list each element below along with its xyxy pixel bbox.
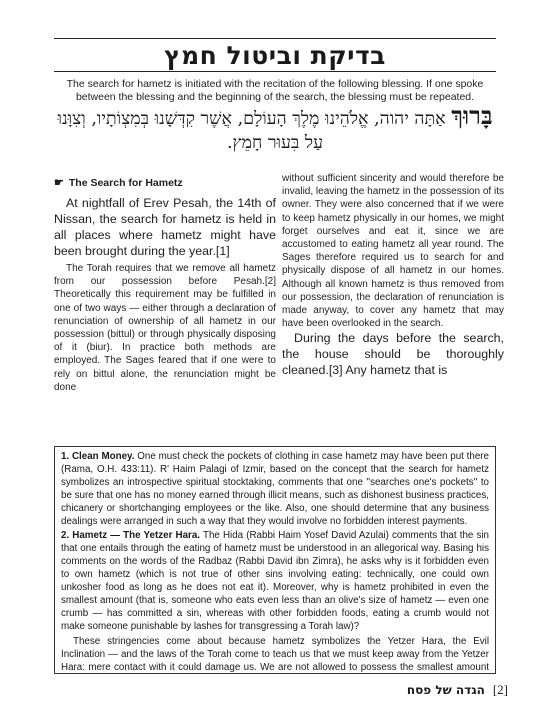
section-heading-label: The Search for Hametz — [68, 176, 183, 189]
note-2-text: The Hida (Rabbi Haim Yosef David Azulai) comments that the sin that one entails through the eating of hametz must be understood in an allegorical way. Basing his comments on the words of the Radbaz (Rabbi David ibn Zimra), he asks why is it forbidden even to own hametz (which is not true of other sins involving eating: technically, one could own unkosher food as long as he does not eat it). Moreover, why is hametz prohibited in even the smallest amount (that is, someone who eats even less than an olive's size of hametz — even one crumb — has committed a sin, whereas with other forbidden foods, eating a crumb would not make someone punishable by lashes for transgressing a Torah law)? — [61, 530, 489, 632]
section-paragraph-2: The Torah requires that we remove all hametz from our possession before Pesah.[2] Theoretically this requirement may be fulfilled in one of two ways — either through a declaration of renunciation of ownership of all hametz in our possession (bittul) or through physically disposing of it (biur). In practice both methods are employed. The Sages feared that if one were to rely on bittul alone, the renunciation might be done — [54, 263, 276, 393]
page-footer — [407, 682, 508, 698]
section-paragraph-3: without sufficient sincerity and would therefore be invalid, leaving the hametz in the possession of its owner. They were also concerned that if we were to keep hametz physically in our homes, we might forget ourselves and eat it, since we are accustomed to eating hametz all year round. The Sages therefore required us to search for and physically dispose of all hametz in our homes. Although all known hametz is thus removed from our possession, the declaration of renunciation is made anyway, to cover any hametz that may have been overlooked in the search. — [282, 173, 504, 330]
section-paragraph-4: During the days before the search, the house should be thoroughly cleaned.[3] Any hametz that is — [282, 331, 504, 378]
section-heading — [54, 176, 276, 189]
blessing-rest: אַתָּה יהוה, אֱלֹהֵינוּ מֶלֶךְ הָעוֹלָם, אֲשֶׁר קִדְּשָׁנוּ בְּמִצְוֹתָיו, וְצִוָּנוּ עַל בִּעוּר חָמֵץ. — [57, 109, 446, 153]
running-head: הגדה של פסח — [406, 683, 485, 697]
right-column — [282, 172, 504, 381]
blessing-text — [54, 101, 496, 155]
note-2 — [61, 530, 489, 633]
intro-text: The search for hametz is initiated with the recitation of the following blessing. If one spoke between the blessing and the beginning of the search, the blessing must be repeated. — [66, 78, 484, 103]
note-2-heading: 2. Hametz — The Yetzer Hara. — [61, 530, 201, 542]
note-2b: These stringencies come about because hametz symbolizes the Yetzer Hara, the Evil Inclination — and the laws of the Torah come to teach us that we must keep away from the Yetzer Hara: mere contact with it could damage us. We are not allowed to possess the smallest amount — [61, 635, 489, 673]
section-paragraph-1: At nightfall of Erev Pesah, the 14th of Nissan, the search for hametz is held in all places where hametz might have been brought during the year.[1] — [54, 196, 276, 258]
hand-pointer-icon: ☛ — [54, 177, 64, 189]
page-number: [2] — [492, 682, 508, 697]
note-1-text: One must check the pockets of clothing in case hametz may have been put there (Rama, O.H. 433:11). R' Haim Palagi of Izmir, based on the concept that the search for hametz symbolizes an introspective spiritual stocktaking, comments that one ''searches one's pockets'' to be sure that one has no money earned through illicit means, such as dishonest business practices, chicanery or shortchanging employees or the like. Also, one should determine that any business dealings were arranged in such a way that they would involve no forbidden interest payments. — [61, 451, 489, 527]
note-1-heading: 1. Clean Money. — [61, 451, 135, 462]
footnotes-box — [54, 446, 496, 674]
note-1 — [61, 451, 489, 528]
left-column — [54, 172, 276, 394]
page-title: בדיקת וביטול חמץ — [164, 40, 386, 70]
title-bar — [54, 38, 496, 72]
blessing-first-word: בָּרוּךְ — [451, 101, 493, 130]
